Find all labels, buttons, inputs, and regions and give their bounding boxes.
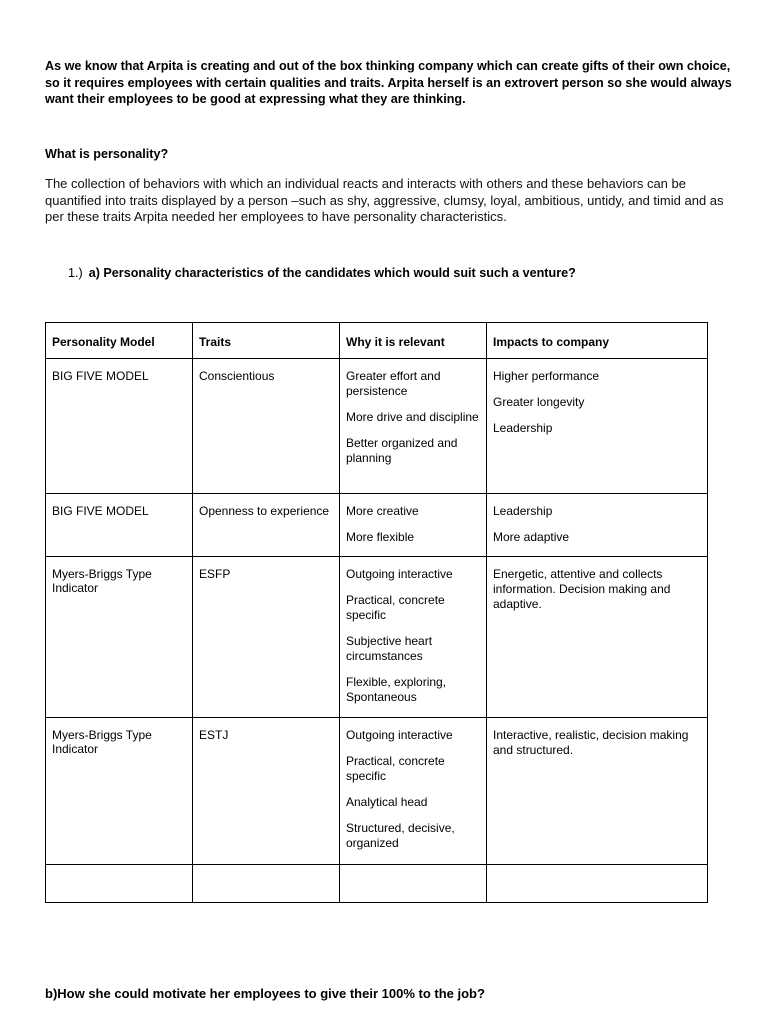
table-row-empty (46, 865, 708, 903)
personality-definition: The collection of behaviors with which an individual reacts and interacts with others and these behaviors can be quantified into traits displayed by a person –such as shy, aggressive, clumsy, loyal, ambitious, untidy, and timid and as per these traits Arpita needed her employees to have personality characteristics. (45, 176, 724, 224)
header-traits: Traits (193, 323, 340, 359)
relevance-item: Outgoing interactive (346, 567, 453, 581)
cell-relevance (340, 359, 487, 494)
relevance-item: Practical, concrete specific (346, 754, 445, 783)
cell-model: Myers-Briggs Type Indicator (46, 557, 193, 718)
question-a (68, 266, 576, 280)
cell-model: BIG FIVE MODEL (46, 494, 193, 557)
question-b: b)How she could motivate her employees to give their 100% to the job? (45, 986, 485, 1001)
table-row (46, 359, 708, 494)
relevance-item: More creative (346, 504, 419, 518)
cell-traits: ESTJ (193, 718, 340, 865)
header-personality-model: Personality Model (46, 323, 193, 359)
table-row (46, 557, 708, 718)
cell-traits: Conscientious (193, 359, 340, 494)
impact-item: Greater longevity (493, 395, 585, 409)
cell-impacts (487, 494, 708, 557)
relevance-item: Analytical head (346, 795, 428, 809)
table-header-row (46, 323, 708, 359)
cell-empty (193, 865, 340, 903)
cell-traits: ESFP (193, 557, 340, 718)
impact-item: More adaptive (493, 530, 570, 544)
question-a-number: 1.) (68, 266, 83, 280)
header-impacts: Impacts to company (487, 323, 708, 359)
table-row (46, 718, 708, 865)
relevance-item: Practical, concrete specific (346, 593, 445, 622)
cell-impacts (487, 557, 708, 718)
relevance-item: Flexible, exploring, Spontaneous (346, 675, 447, 704)
relevance-item: Better organized and planning (346, 436, 458, 465)
question-a-text: a) Personality characteristics of the candidates which would suit such a venture? (88, 266, 576, 280)
cell-empty (487, 865, 708, 903)
impact-item: Leadership (493, 504, 553, 518)
impact-item: Leadership (493, 421, 553, 435)
impact-item: Interactive, realistic, decision making and structured. (493, 728, 689, 757)
table-row (46, 494, 708, 557)
cell-relevance (340, 494, 487, 557)
cell-empty (46, 865, 193, 903)
cell-model: Myers-Briggs Type Indicator (46, 718, 193, 865)
personality-traits-table (45, 322, 708, 903)
header-why-relevant: Why it is relevant (340, 323, 487, 359)
relevance-item: Greater effort and persistence (346, 369, 441, 398)
intro-paragraph: As we know that Arpita is creating and out of the box thinking company which can create gifts of their own choice, so it requires employees with certain qualities and traits. Arpita herself is an extrovert person so she would always want their employees to be good at expressing what they are thinking. (45, 59, 732, 106)
impact-item: Higher performance (493, 369, 600, 383)
cell-model: BIG FIVE MODEL (46, 359, 193, 494)
cell-impacts (487, 718, 708, 865)
cell-traits: Openness to experience (193, 494, 340, 557)
relevance-item: Structured, decisive, organized (346, 821, 455, 850)
relevance-item: More drive and discipline (346, 410, 479, 424)
cell-relevance (340, 557, 487, 718)
cell-empty (340, 865, 487, 903)
cell-impacts (487, 359, 708, 494)
relevance-item: Outgoing interactive (346, 728, 453, 742)
impact-item: Energetic, attentive and collects information. Decision making and adaptive. (493, 567, 671, 611)
relevance-item: More flexible (346, 530, 415, 544)
cell-relevance (340, 718, 487, 865)
personality-heading: What is personality? (45, 147, 169, 161)
relevance-item: Subjective heart circumstances (346, 634, 433, 663)
